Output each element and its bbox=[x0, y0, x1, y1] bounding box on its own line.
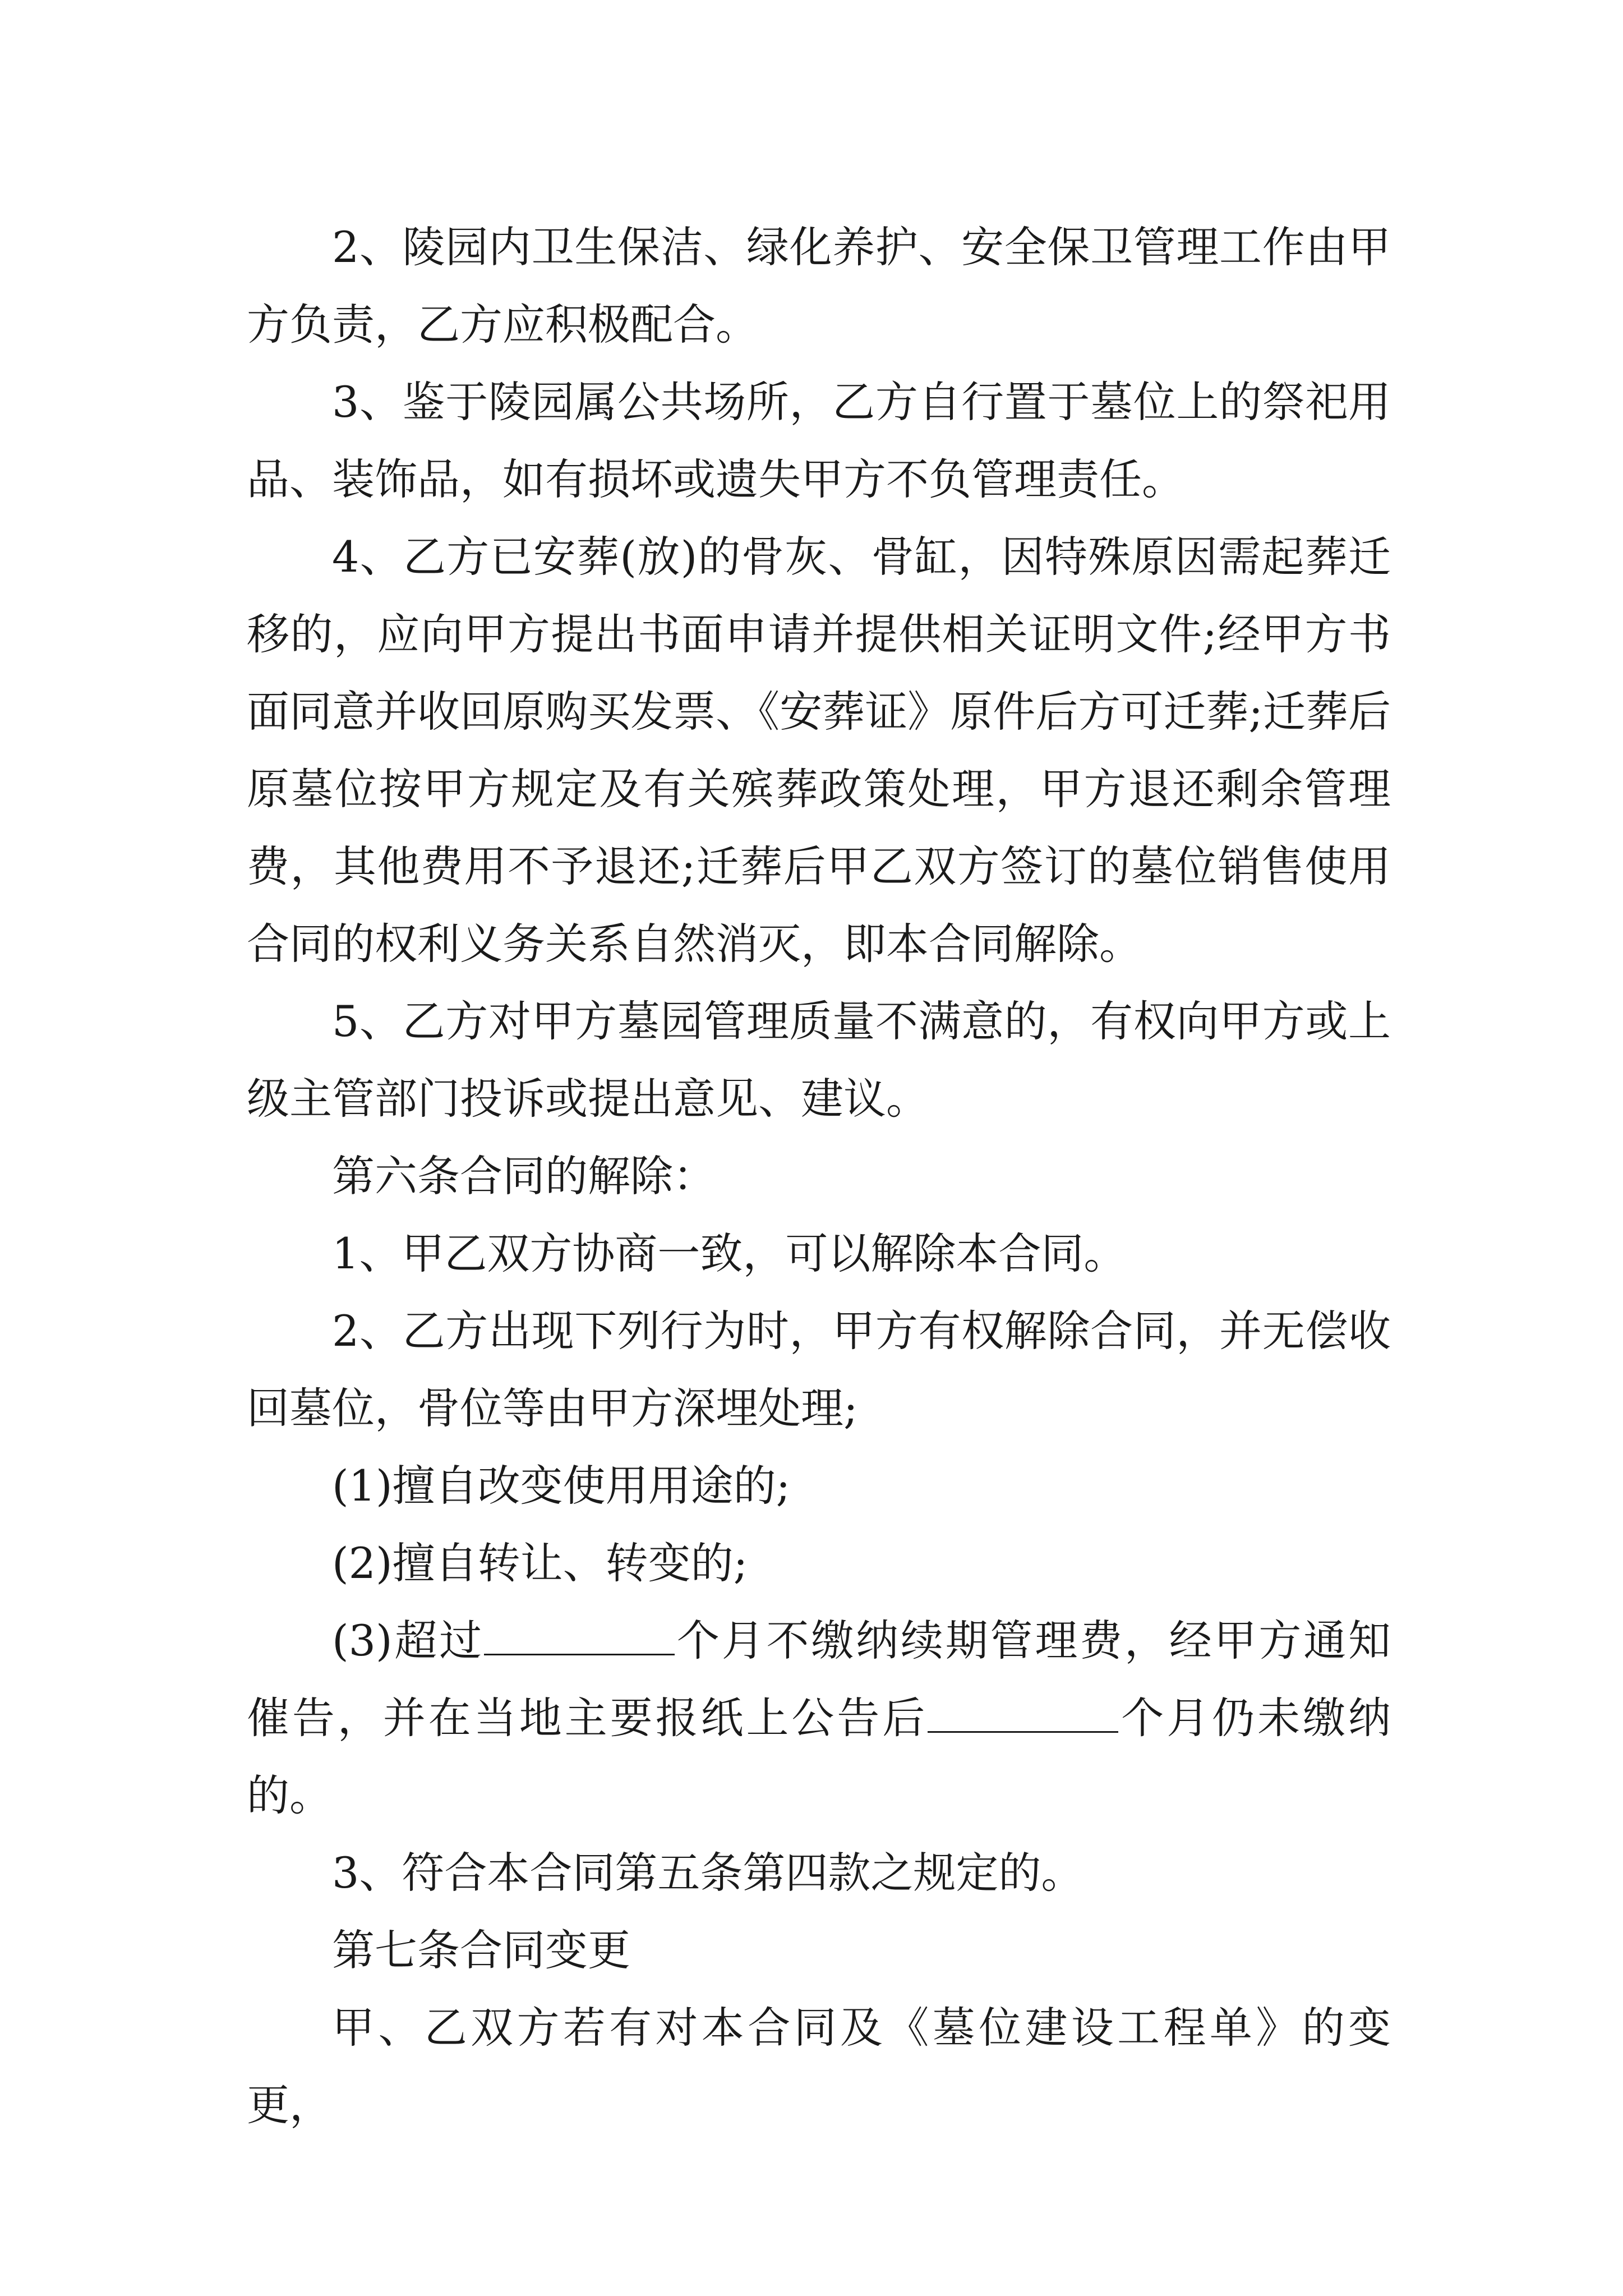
sub-clause: (1)擅自改变使用用途的; bbox=[332, 1461, 791, 1511]
sub-clause-with-blanks bbox=[247, 1602, 1391, 1834]
sub-clause-text: (3)超过 bbox=[332, 1616, 485, 1665]
sub-clause-text: 个月不缴纳续期管理费，经甲方通知催告，并在当地主要报纸上公告后 bbox=[247, 1616, 1391, 1743]
clause-paragraph: 甲、乙双方若有对本合同及《墓位建设工程单》的变更， bbox=[247, 2003, 1391, 2130]
clause-paragraph: 3、鉴于陵园属公共场所，乙方自行置于墓位上的祭祀用品、装饰品，如有损坏或遗失甲方不负管理责任。 bbox=[247, 377, 1391, 504]
fill-in-blank[interactable] bbox=[928, 1683, 1118, 1733]
clause-paragraph: 1、甲乙双方协商一致，可以解除本合同。 bbox=[332, 1228, 1127, 1278]
sub-clause: (2)擅自转让、转变的; bbox=[332, 1538, 748, 1588]
document-body bbox=[247, 209, 1391, 2144]
clause-paragraph: 4、乙方已安葬(放)的骨灰、骨缸，因特殊原因需起葬迁移的，应向甲方提出书面申请并提供相关证明文件;经甲方书面同意并收回原购买发票、《安葬证》原件后方可迁葬;迁葬后原墓位按甲方规定及有关殡葬政策处理，甲方退还剩余管理费，其他费用不予退还;迁葬后甲乙双方签订的墓位销售使用合同的权利义务关系自然消灭，即本合同解除。 bbox=[247, 532, 1391, 969]
section-heading: 第六条合同的解除： bbox=[332, 1151, 716, 1201]
sub-clause-text: 个月仍未缴纳的。 bbox=[247, 1693, 1391, 1820]
clause-paragraph: 5、乙方对甲方墓园管理质量不满意的，有权向甲方或上级主管部门投诉或提出意见、建议。 bbox=[247, 996, 1391, 1124]
section-heading: 第七条合同变更 bbox=[332, 1925, 630, 1975]
clause-paragraph: 2、陵园内卫生保洁、绿化养护、安全保卫管理工作由甲方负责，乙方应积极配合。 bbox=[247, 222, 1391, 349]
clause-paragraph: 2、乙方出现下列行为时，甲方有权解除合同，并无偿收回墓位，骨位等由甲方深埋处理; bbox=[247, 1306, 1391, 1433]
fill-in-blank[interactable] bbox=[484, 1605, 675, 1655]
clause-paragraph: 3、符合本合同第五条第四款之规定的。 bbox=[332, 1848, 1084, 1898]
